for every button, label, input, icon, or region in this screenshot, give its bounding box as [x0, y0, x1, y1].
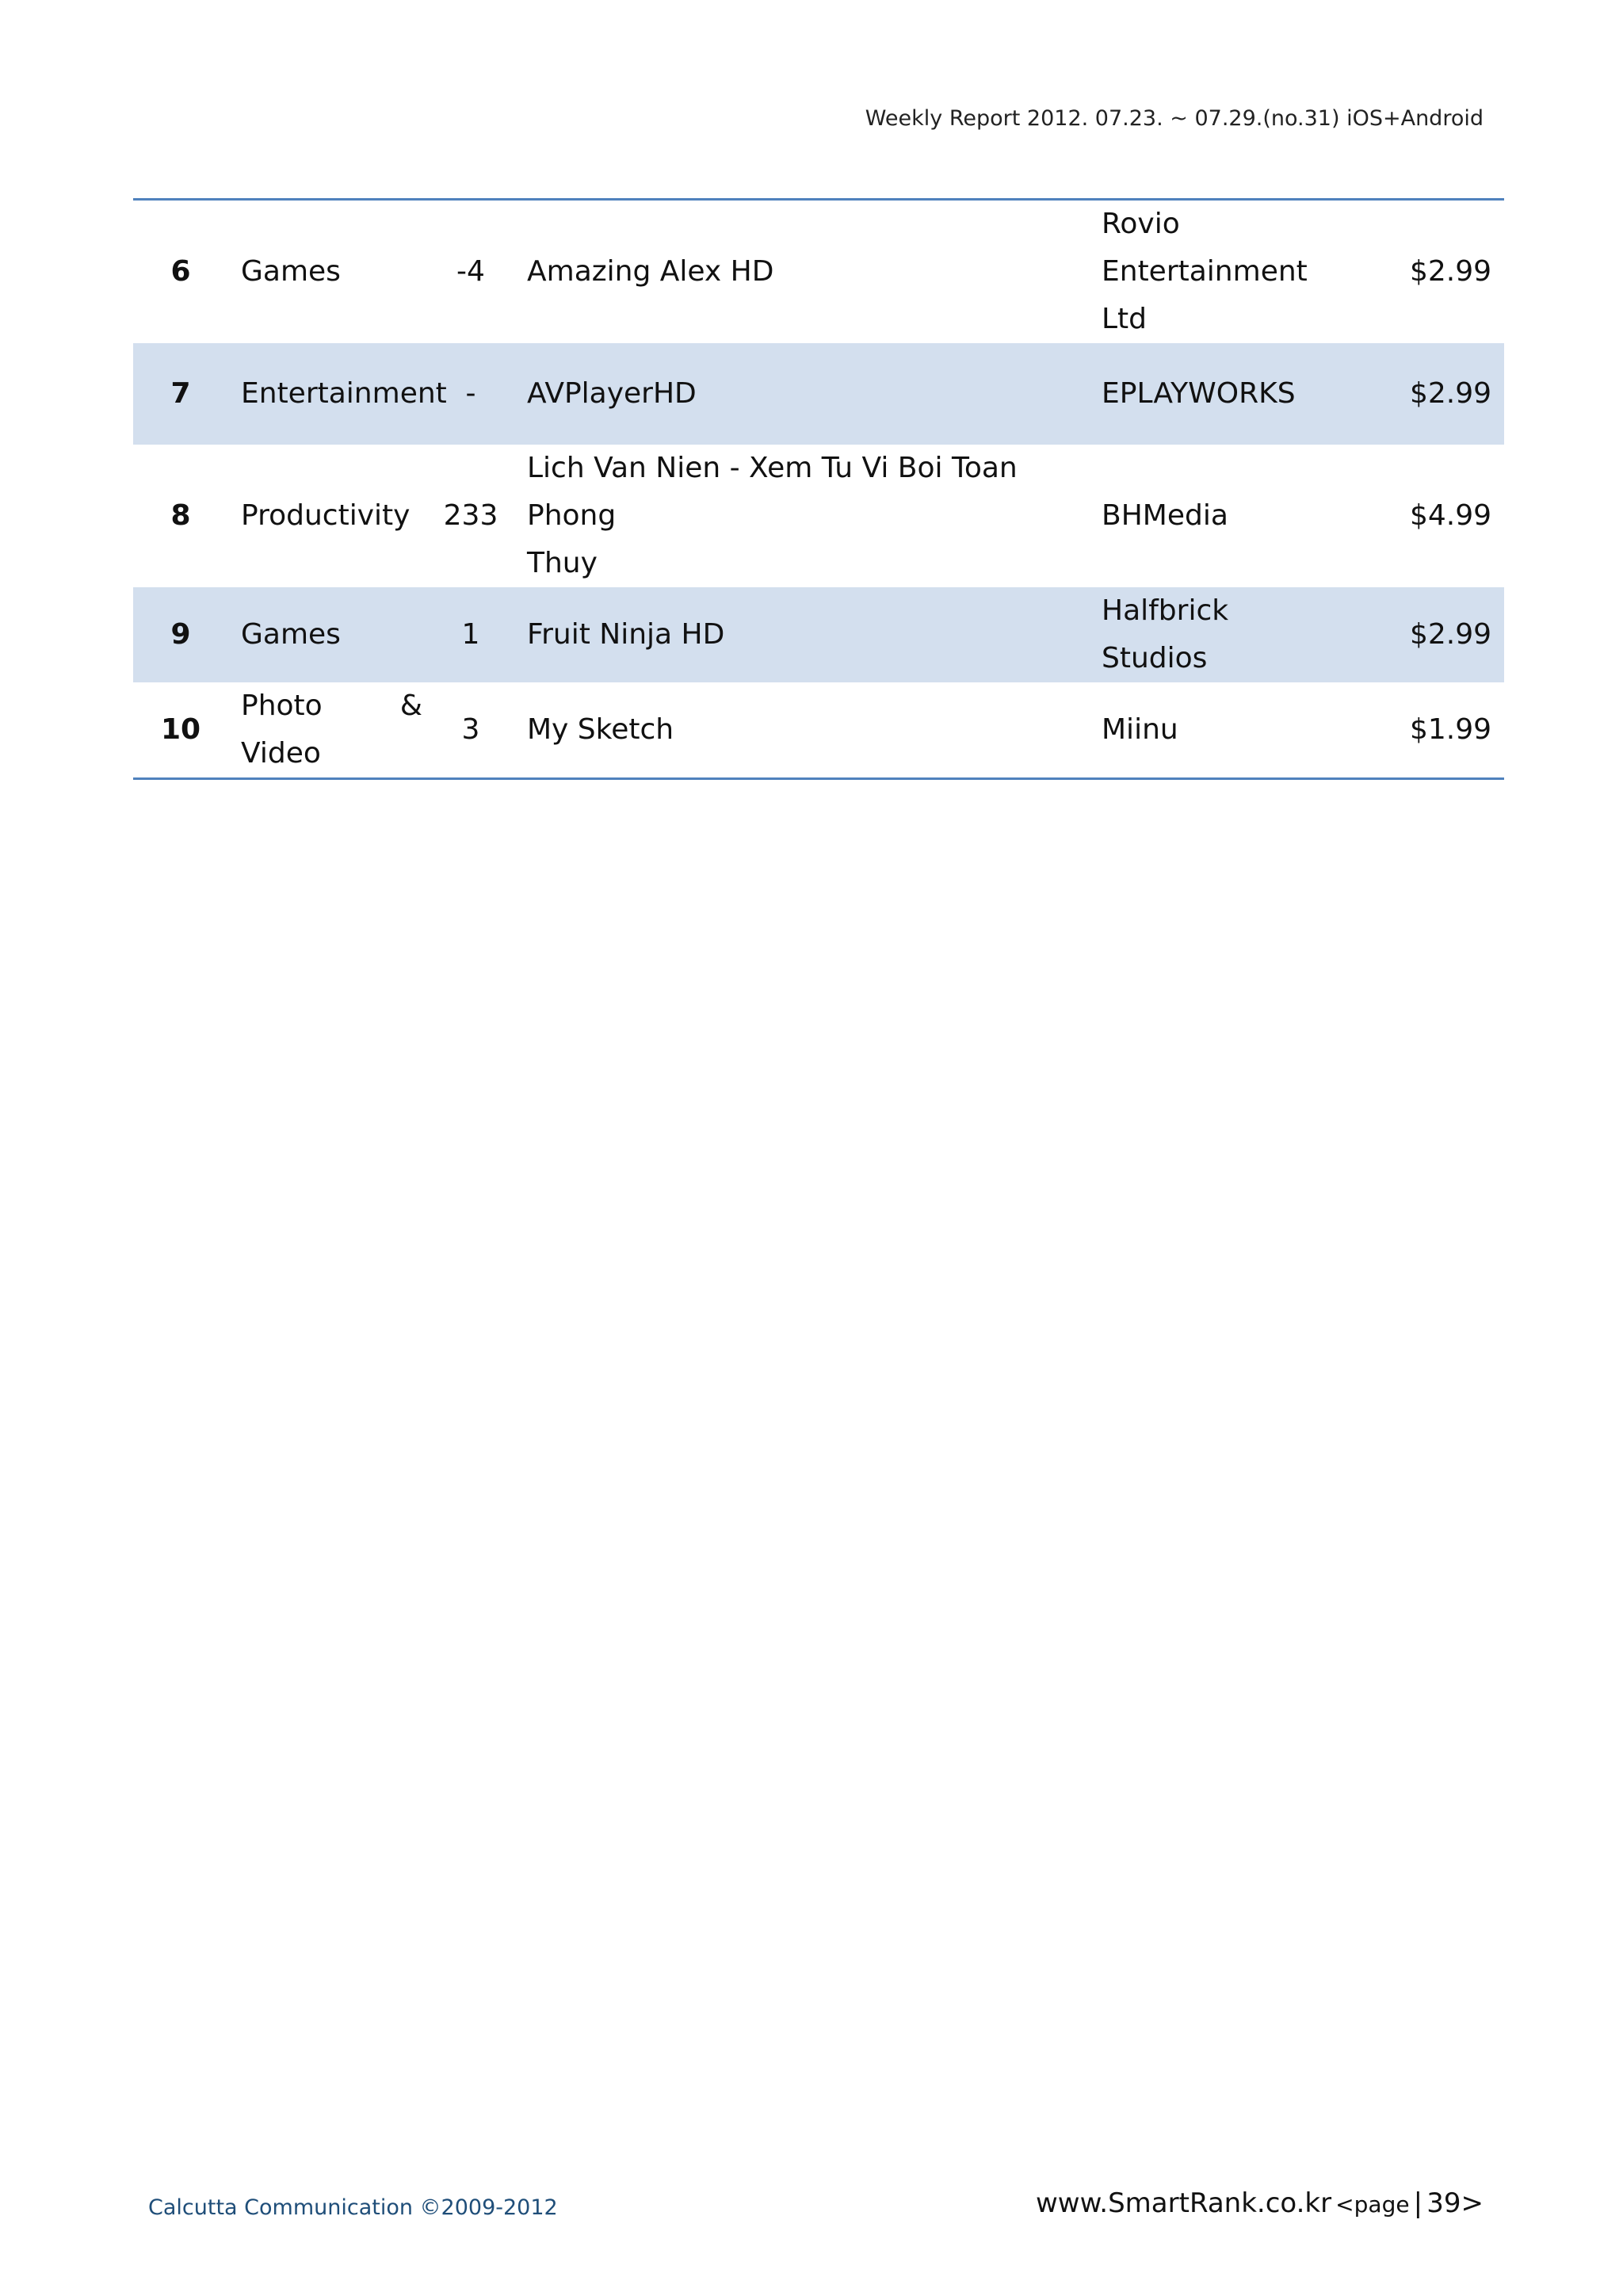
rank-change-cell: 1	[461, 618, 480, 651]
footer-page-separator: |	[1413, 2187, 1423, 2219]
rank-change-cell: -	[465, 377, 476, 410]
price-cell: $1.99	[1409, 713, 1491, 746]
publisher-line: Entertainment	[1102, 255, 1308, 288]
publisher-line: Miinu	[1102, 713, 1178, 746]
rank-change-cell: 3	[461, 713, 480, 746]
category-cell: Entertainment	[241, 377, 447, 410]
rank-cell: 9	[170, 618, 191, 651]
price-cell: $2.99	[1409, 255, 1491, 288]
publisher-line: Ltd	[1102, 303, 1148, 335]
table-row	[133, 201, 1504, 343]
app-name-cell: Amazing Alex HD	[527, 255, 774, 288]
publisher-cell	[1094, 370, 1363, 418]
rank-change-cell: -4	[456, 255, 485, 288]
footer-company: Calcutta Communication ©2009-2012	[148, 2195, 558, 2220]
publisher-line: Halfbrick	[1102, 594, 1229, 627]
category-cell: Games	[241, 618, 341, 651]
rank-cell: 7	[170, 377, 191, 410]
footer-page-number: 39>	[1426, 2187, 1484, 2219]
app-name-line: Lich Van Nien - Xem Tu Vi Boi Toan Phong	[527, 452, 1018, 532]
rank-cell: 8	[170, 499, 191, 532]
publisher-line: Studios	[1102, 642, 1208, 674]
price-cell: $4.99	[1409, 499, 1491, 532]
app-name-cell: My Sketch	[527, 713, 674, 746]
app-name-cell: Fruit Ninja HD	[527, 618, 725, 651]
rank-cell: 10	[160, 713, 201, 746]
category-word: Photo	[241, 690, 323, 722]
footer-page-label: <page	[1335, 2191, 1410, 2218]
publisher-line: BHMedia	[1102, 499, 1228, 532]
category-word: Video	[241, 737, 321, 770]
app-name-cell	[519, 445, 1094, 587]
publisher-cell	[1094, 706, 1363, 754]
category-word: &	[399, 690, 422, 722]
publisher-line: EPLAYWORKS	[1102, 377, 1296, 410]
publisher-cell	[1094, 587, 1363, 682]
rank-cell: 6	[170, 255, 191, 288]
table-row	[133, 682, 1504, 777]
ranking-table	[133, 198, 1504, 780]
table-row	[133, 343, 1504, 445]
app-name-cell: AVPlayerHD	[527, 377, 697, 410]
price-cell: $2.99	[1409, 377, 1491, 410]
category-cell	[228, 682, 422, 777]
footer-page-info	[1036, 2187, 1484, 2219]
footer-website: www.SmartRank.co.kr	[1035, 2187, 1332, 2219]
publisher-cell	[1094, 492, 1363, 540]
category-cell: Games	[241, 255, 341, 288]
table-row	[133, 445, 1504, 587]
app-name-line: Thuy	[527, 547, 598, 579]
rank-change-cell: 233	[443, 499, 498, 532]
category-cell: Productivity	[241, 499, 411, 532]
price-cell: $2.99	[1409, 618, 1491, 651]
table-row	[133, 587, 1504, 682]
publisher-cell	[1094, 201, 1363, 343]
publisher-line: Rovio	[1102, 208, 1180, 240]
report-header: Weekly Report 2012. 07.23. ~ 07.29.(no.31) iOS+Android	[865, 106, 1484, 131]
